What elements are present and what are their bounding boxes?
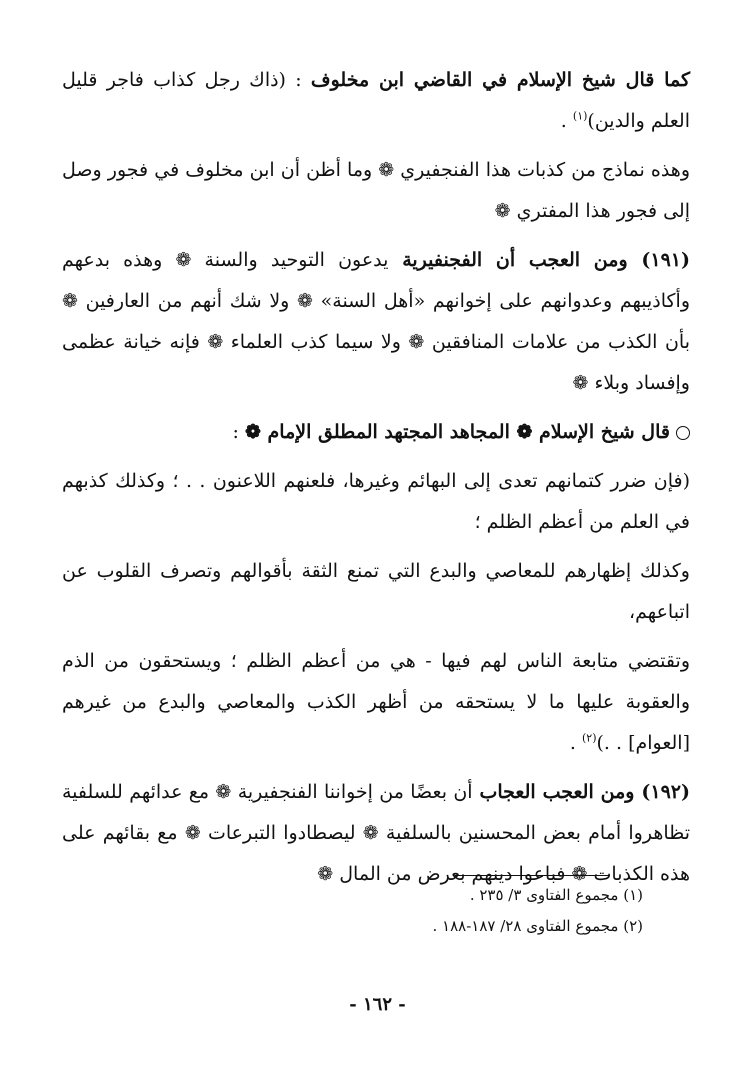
- paragraph-3-heading: ومن العجب أن الفجنفيرية: [388, 249, 642, 271]
- footnote-divider: [455, 875, 610, 876]
- paragraph-8-heading: ومن العجب العجاب: [472, 781, 642, 803]
- paragraph-6: وكذلك إظهارهم للمعاصي والبدع التي تمنع الثقة بأقوالهم وتصرف القلوب عن اتباعهم،: [62, 560, 690, 623]
- page-body: [62, 60, 690, 895]
- paragraph-5: (فإن ضرر كتمانهم تعدى إلى البهائم وغيرها، فلعنهم اللاعنون . . ؛ وكذلك كذبهم في العلم من أعظم الظلم ؛: [62, 470, 690, 533]
- page-number: - ١٦٢ -: [349, 994, 406, 1015]
- paragraph-8: [62, 772, 690, 895]
- footnote-ref-2: (٢): [581, 731, 597, 745]
- paragraph-1-end: .: [560, 110, 573, 132]
- paragraph-4-end: :: [232, 421, 245, 443]
- paragraph-4-heading: قال شيخ الإسلام ❁ المجاهد المجتهد المطلق الإمام ❁: [245, 421, 670, 443]
- paragraph-2: وهذه نماذج من كذبات هذا الفنجفيري ❁ وما أظن أن ابن مخلوف في فجور وصل إلى فجور هذا المفتري ❁: [62, 159, 690, 222]
- paragraph-7-end: .: [569, 732, 582, 754]
- paragraph-8-number: (١٩٢): [641, 781, 690, 803]
- circle-bullet-icon: [676, 426, 690, 440]
- paragraph-3-number: (١٩١): [641, 249, 690, 271]
- paragraph-4: [62, 412, 690, 453]
- paragraph-8-text: أن بعضًا من إخواننا الفنجفيرية ❁ مع عدائهم للسلفية تظاهروا أمام بعض المحسنين بالسلفية ❁ ليصطادوا التبرعات ❁ مع بقائهم على هذه الكذبات ❁ فباعوا دينهم بعرض من المال ❁: [62, 781, 690, 885]
- footnote-2: (٢) مجموع الفتاوى ٢٨/ ١٨٧-١٨٨ .: [432, 917, 643, 935]
- paragraph-3-text: يدعون التوحيد والسنة ❁ وهذه بدعهم وأكاذيبهم وعدوانهم على إخوانهم «أهل السنة» ❁ ولا شك أنهم من العارفين ❁ بأن الكذب من علامات المنافقين ❁ ولا سيما كذب العلماء ❁ فإنه خيانة عظمى وإفساد وبلاء ❁: [62, 249, 690, 394]
- paragraph-1-heading: كما قال شيخ الإسلام في القاضي ابن مخلوف: [310, 69, 690, 91]
- paragraph-7: [62, 641, 690, 764]
- footnote-1: (١) مجموع الفتاوى ٣/ ٢٣٥ .: [469, 886, 643, 904]
- paragraph-3: [62, 240, 690, 404]
- paragraph-1-text: : (ذاك رجل كذاب فاجر قليل العلم والدين): [62, 69, 690, 132]
- paragraph-7-text: وتقتضي متابعة الناس لهم فيها - هي من أعظم الظلم ؛ ويستحقون من الذم والعقوبة عليها ما لا يستحقه من أظهر الكذب والمعاصي والبدع من غيرهم [العوام] . .): [62, 650, 690, 754]
- footnote-ref-1: (١): [572, 109, 588, 123]
- paragraph-1: [62, 60, 690, 142]
